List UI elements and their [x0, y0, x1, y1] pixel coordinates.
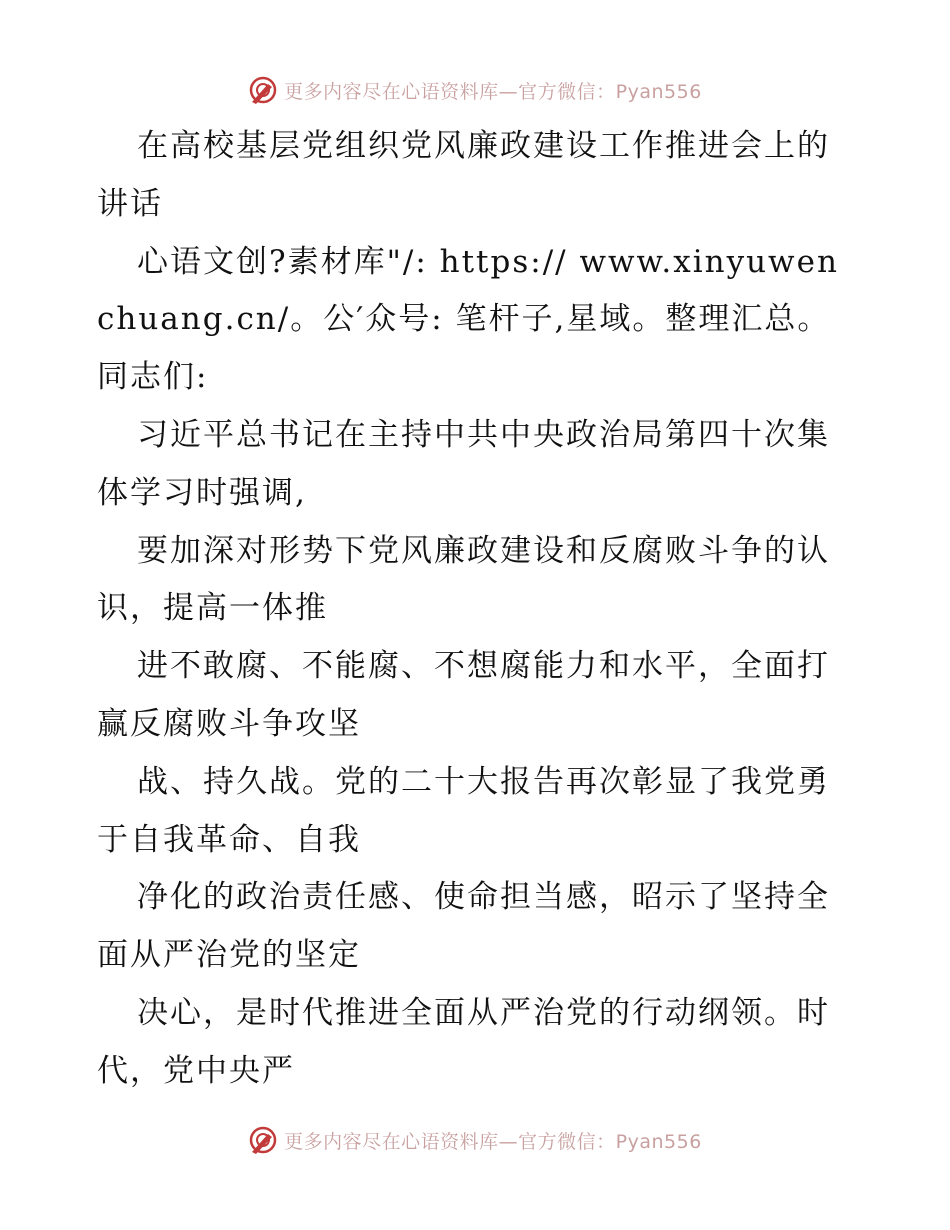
paragraph: 进不敢腐、不能腐、不想腐能力和水平，全面打赢反腐败斗争攻坚	[97, 648, 830, 742]
paragraph: 净化的政治责任感、使命担当感，昭示了坚持全面从严治党的坚定	[97, 879, 830, 974]
footer-banner	[0, 1120, 950, 1160]
pen-logo-icon	[248, 1125, 278, 1155]
paragraph: 战、持久战。党的二十大报告再次彰显了我党勇于自我革命、自我	[97, 763, 830, 858]
paragraph-title: 在高校基层党组织党风廉政建设工作推进会上的讲话	[97, 128, 830, 222]
paragraph-source: 心语文创?素材库"/: https:// www.xinyuwenchuang.cn/。公′众号: 笔杆子,星域。整理汇总。同志们:	[97, 243, 839, 396]
header-banner-text: 更多内容尽在心语资料库—官方微信：Pyan556	[284, 80, 702, 103]
paragraph: 要加深对形势下党风廉政建设和反腐败斗争的认识，提高一体推	[97, 532, 830, 627]
document-body	[97, 118, 857, 1101]
pen-logo-icon	[248, 75, 278, 105]
footer-banner-text: 更多内容尽在心语资料库—官方微信：Pyan556	[284, 1130, 702, 1153]
paragraph: 决心，是时代推进全面从严治党的行动纲领。时代，党中央严	[97, 994, 830, 1089]
header-banner	[0, 70, 950, 110]
paragraph: 习近平总书记在主持中共中央政治局第四十次集体学习时强调,	[97, 416, 830, 511]
